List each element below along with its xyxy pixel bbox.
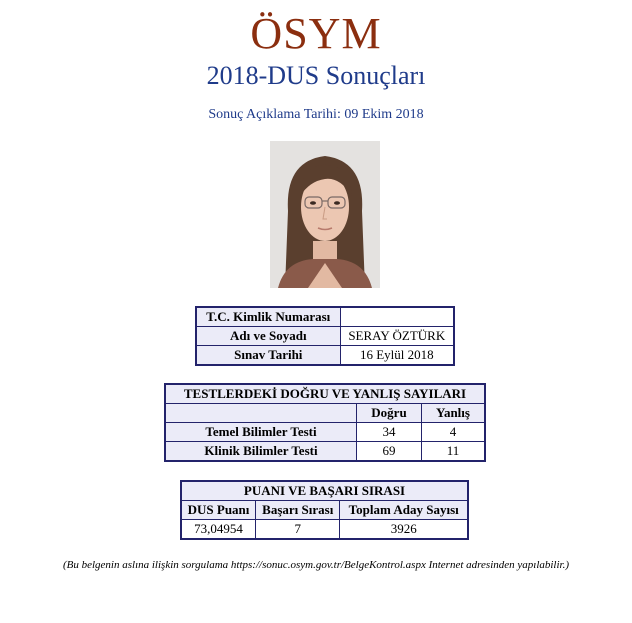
table-row	[196, 346, 454, 366]
score-header: DUS Puanı	[181, 501, 256, 520]
table-row	[196, 307, 454, 327]
score-table	[180, 480, 469, 540]
exam-date-value: 16 Eylül 2018	[340, 346, 454, 366]
correct-header: Doğru	[357, 404, 422, 423]
announcement-date: Sonuç Açıklama Tarihi: 09 Ekim 2018	[208, 107, 424, 122]
test-name: Temel Bilimler Testi	[165, 423, 357, 442]
wrong-count: 11	[421, 442, 485, 462]
portrait-image	[270, 141, 380, 288]
empty-header-cell	[165, 404, 357, 423]
page-title: 2018-DUS Sonuçları	[206, 61, 426, 90]
rank-header: Başarı Sırası	[256, 501, 340, 520]
table-row	[165, 423, 485, 442]
wrong-header: Yanlış	[421, 404, 485, 423]
table-header-row	[181, 501, 468, 520]
brand-logo-text: ÖSYM	[250, 9, 382, 58]
total-header: Toplam Aday Sayısı	[340, 501, 468, 520]
exam-date-label: Sınav Tarihi	[196, 346, 340, 366]
table-header-row	[165, 384, 485, 404]
name-value: SERAY ÖZTÜRK	[340, 327, 454, 346]
table-header-row	[181, 481, 468, 501]
tests-title: TESTLERDEKİ DOĞRU VE YANLIŞ SAYILARI	[165, 384, 485, 404]
rank-value: 7	[256, 520, 340, 540]
candidate-info-table	[195, 306, 455, 366]
score-title: PUANI VE BAŞARI SIRASI	[181, 481, 468, 501]
test-name: Klinik Bilimler Testi	[165, 442, 357, 462]
test-results-table	[164, 383, 486, 462]
table-row	[181, 520, 468, 540]
score-value: 73,04954	[181, 520, 256, 540]
id-label: T.C. Kimlik Numarası	[196, 307, 340, 327]
id-value	[340, 307, 454, 327]
total-value: 3926	[340, 520, 468, 540]
wrong-count: 4	[421, 423, 485, 442]
name-label: Adı ve Soyadı	[196, 327, 340, 346]
table-header-row	[165, 404, 485, 423]
correct-count: 69	[357, 442, 422, 462]
candidate-photo	[270, 141, 380, 288]
correct-count: 34	[357, 423, 422, 442]
verification-note: (Bu belgenin aslına ilişkin sorgulama https://sonuc.osym.gov.tr/BelgeKontrol.aspx Internet adresinden yapılabilir.)	[62, 559, 570, 571]
table-row	[165, 442, 485, 462]
table-row	[196, 327, 454, 346]
